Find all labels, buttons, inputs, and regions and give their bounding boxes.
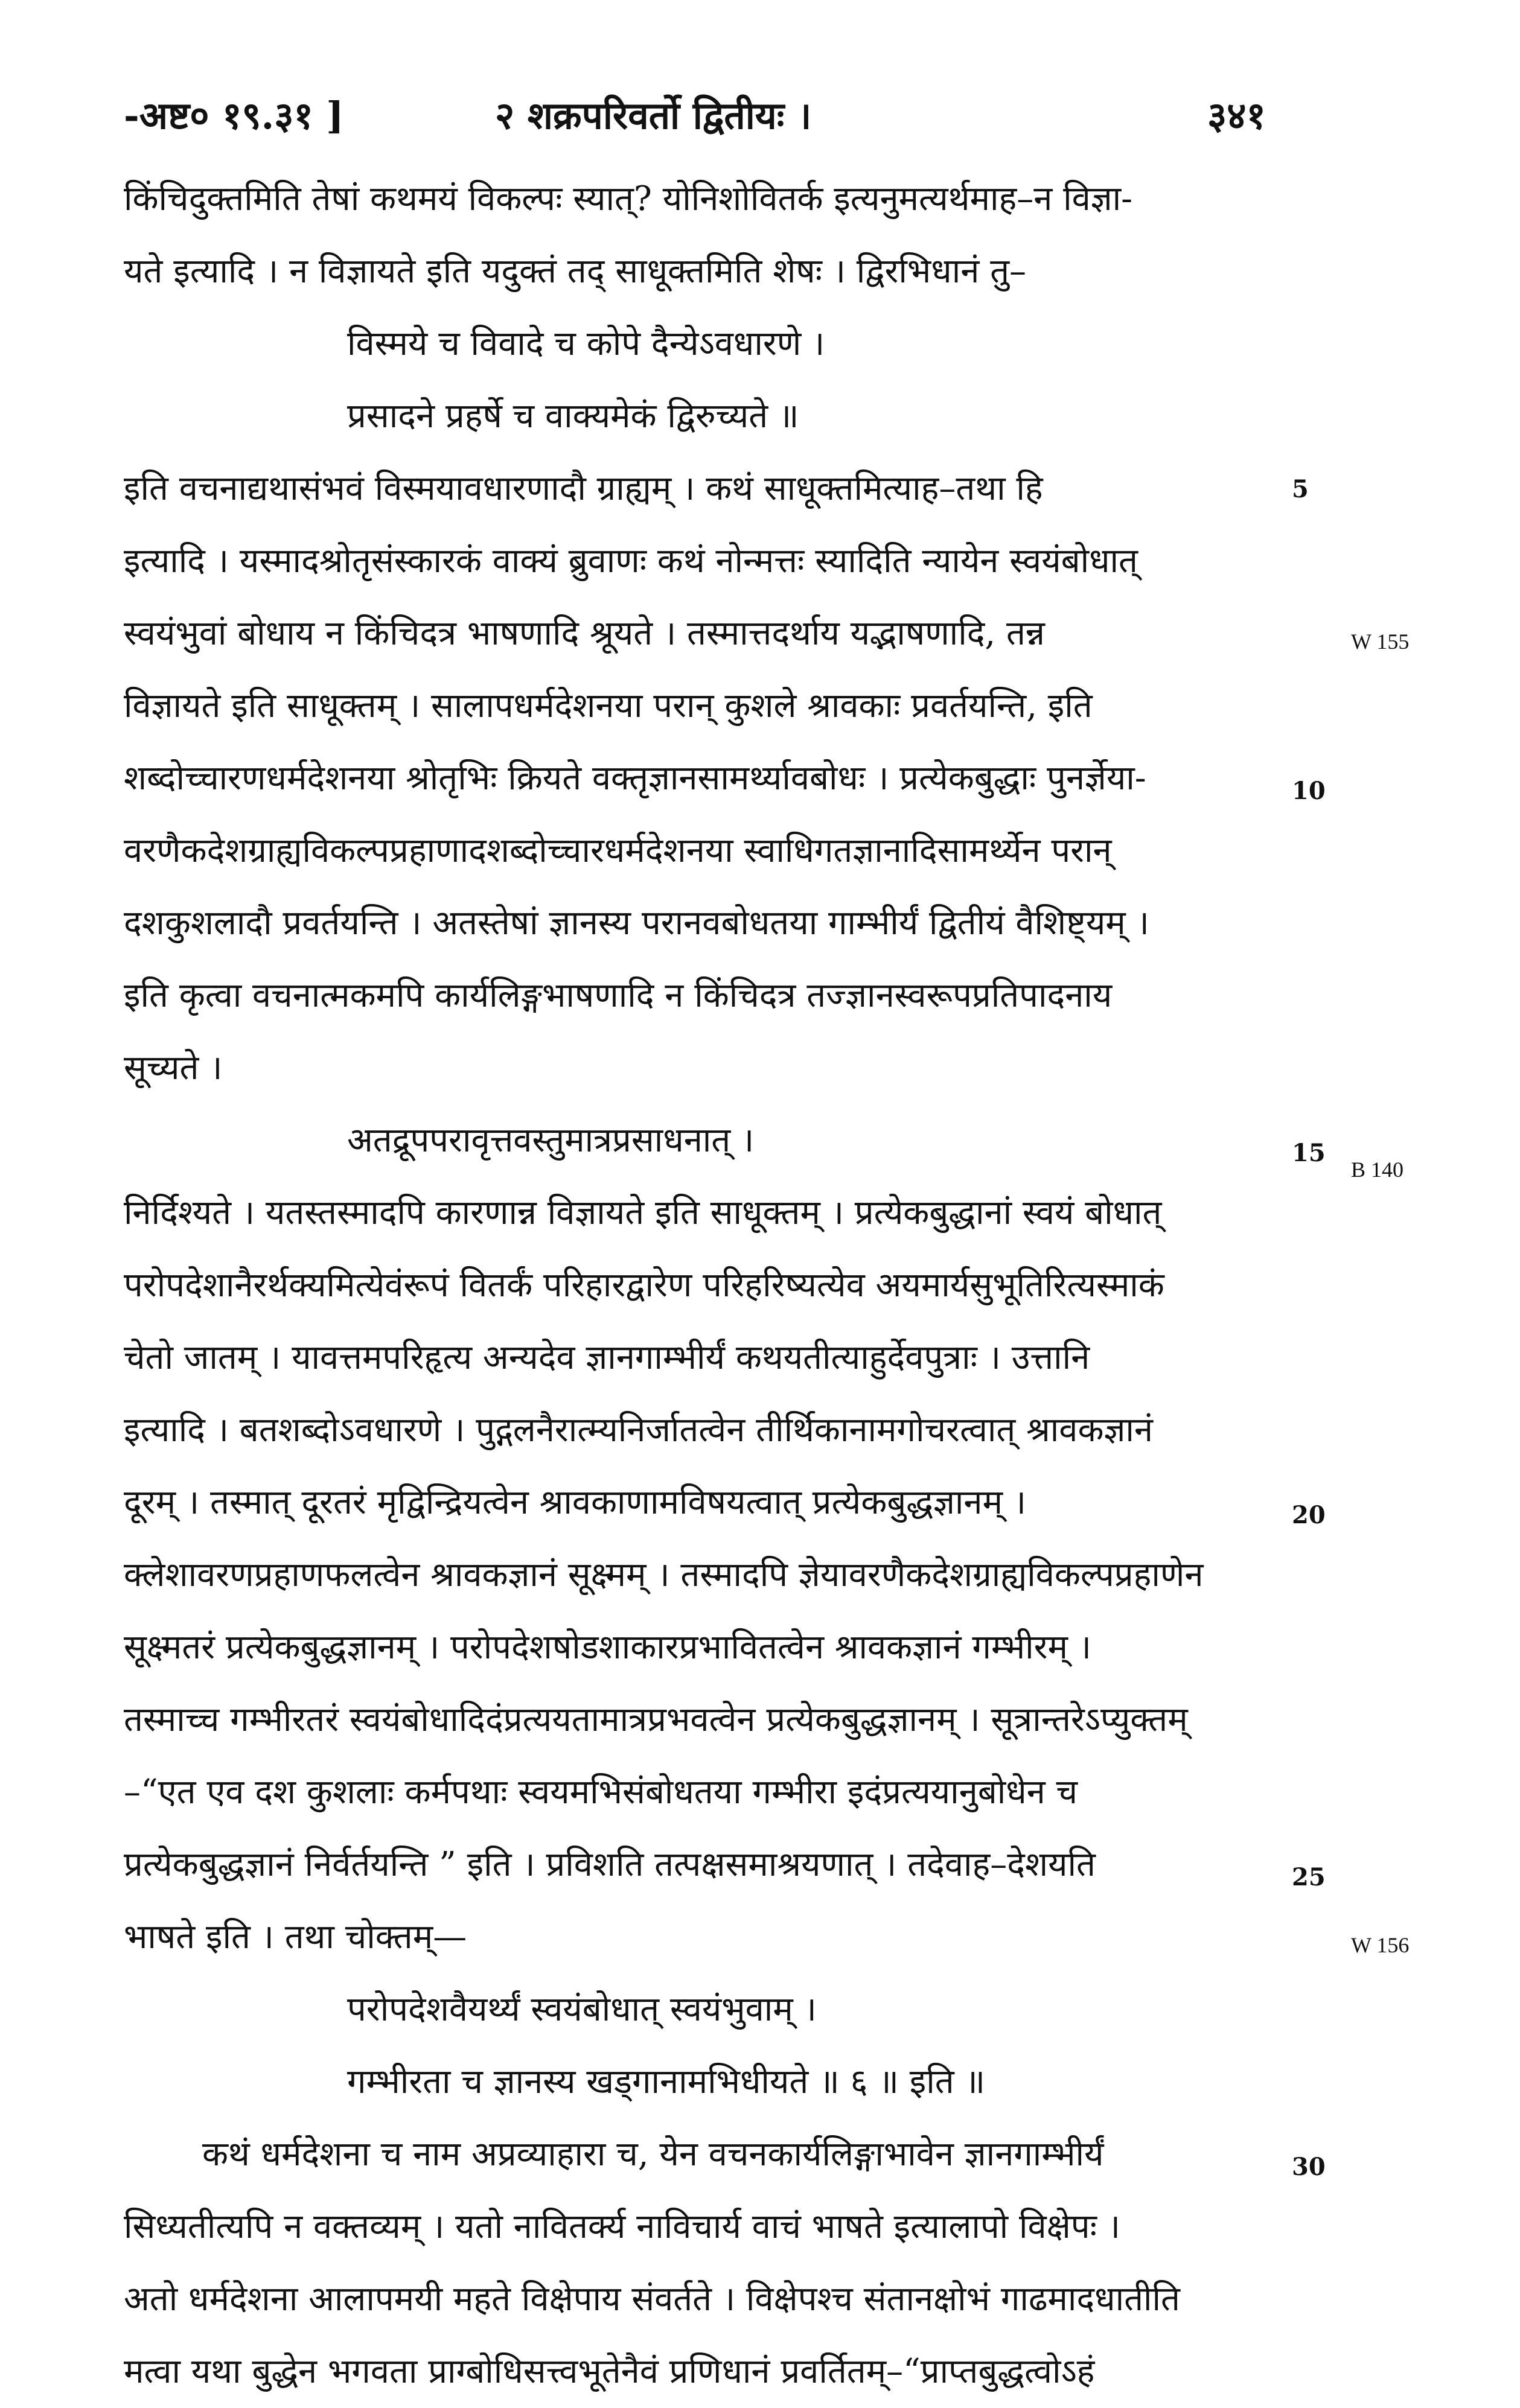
text-line: इत्यादि । बतशब्दोऽवधारणे । पुद्गलनैरात्म्यनिर्जातत्वेन तीर्थिकानामगोचरत्वात् श्रावकज्ञानं xyxy=(124,1410,1153,1450)
text-line: किंचिदुक्तमिति तेषां कथमयं विकल्पः स्यात्? योनिशोवितर्क इत्यनुमत्यर्थमाह–न विज्ञा- xyxy=(124,179,1133,218)
verse-line: प्रसादने प्रहर्षे च वाक्यमेकं द्विरुच्यते ॥ xyxy=(347,397,799,436)
text-line: अतो धर्मदेशना आलापमयी महते विक्षेपाय संवर्तते । विक्षेपश्च संतानक्षोभं गाढमादधातीति xyxy=(124,2279,1180,2319)
text-line: विज्ञायते इति साधूक्तम् । सालापधर्मदेशनया परान् कुशले श्रावकाः प्रवर्तयन्ति, इति xyxy=(124,686,1093,725)
text-line: स्वयंभुवां बोधाय न किंचिदत्र भाषणादि श्रूयते । तस्मात्तदर्थाय यद्भाषणादि, तन्न xyxy=(124,614,1045,653)
text-line: क्लेशावरणप्रहाणफलत्वेन श्रावकज्ञानं सूक्ष्मम् । तस्मादपि ज्ञेयावरणैकदेशग्राह्यविकल्पप्रहाणेन xyxy=(124,1555,1204,1594)
text-line: निर्दिश्यते । यतस्तस्मादपि कारणान्न विज्ञायते इति साधूक्तम् । प्रत्येकबुद्धानां स्वयं बोधात् xyxy=(124,1193,1162,1232)
line-number: 25 xyxy=(1292,1863,1326,1891)
line-number: 10 xyxy=(1292,777,1326,805)
running-header-reference: -अष्ट० १९.३१ ] xyxy=(124,94,344,138)
text-line: इति कृत्वा वचनात्मकमपि कार्यलिङ्गभाषणादि न किंचिदत्र तज्ज्ञानस्वरूपप्रतिपादनाय xyxy=(124,976,1113,1015)
text-line: शब्दोच्चारणधर्मदेशनया श्रोतृभिः क्रियते वक्तृज्ञानसामर्थ्यावबोधः । प्रत्येकबुद्धाः पुनर्ज्ञेया- xyxy=(124,759,1146,798)
commentary-text xyxy=(124,163,1289,2408)
line-number: 15 xyxy=(1292,1139,1326,1167)
verse-line: विस्मये च विवादे च कोपे दैन्येऽवधारणे । xyxy=(347,324,825,363)
text-line: वरणैकदेशग्राह्यविकल्पप्रहाणादशब्दोच्चारधर्मदेशनया स्वाधिगतज्ञानादिसामर्थ्येन परान् xyxy=(124,831,1112,870)
verse-line: अतद्रूपपरावृत्तवस्तुमात्रप्रसाधनात् । xyxy=(347,1121,755,1160)
edition-reference: W 156 xyxy=(1351,1933,1410,1957)
text-line: चेतो जातम् । यावत्तमपरिहृत्य अन्यदेव ज्ञानगाम्भीर्यं कथयतीत्याहुर्देवपुत्राः । उत्तानि xyxy=(124,1338,1090,1377)
line-number: 20 xyxy=(1292,1501,1326,1529)
text-line: सूक्ष्मतरं प्रत्येकबुद्धज्ञानम् । परोपदेशषोडशाकारप्रभावितत्वेन श्रावकज्ञानं गम्भीरम् । xyxy=(124,1628,1092,1667)
line-number: 30 xyxy=(1292,2153,1326,2181)
text-line: भाषते इति । तथा चोक्तम्— xyxy=(124,1917,467,1957)
text-line: इति वचनाद्यथासंभवं विस्मयावधारणादौ ग्राह्यम् । कथं साधूक्तमित्याह–तथा हि xyxy=(124,469,1043,508)
edition-reference: W 155 xyxy=(1351,629,1410,654)
verse-line: गम्भीरता च ज्ञानस्य खड्गानामभिधीयते ॥ ६ ॥ इति ॥ xyxy=(347,2062,985,2101)
text-line: कथं धर्मदेशना च नाम अप्रव्याहारा च, येन वचनकार्यलिङ्गाभावेन ज्ञानगाम्भीर्यं xyxy=(202,2135,1104,2174)
running-header-title: २ शक्रपरिवर्तो द्वितीयः । xyxy=(495,94,812,138)
text-line: सिध्यतीत्यपि न वक्तव्यम् । यतो नावितर्क्य नाविचार्य वाचं भाषते इत्यालापो विक्षेपः । xyxy=(124,2207,1120,2246)
edition-reference: B 140 xyxy=(1351,1158,1404,1182)
text-line: प्रत्येकबुद्धज्ञानं निर्वर्तयन्ति ” इति । प्रविशति तत्पक्षसमाश्रयणात् । तदेवाह–देशयति xyxy=(124,1845,1096,1884)
text-line: इत्यादि । यस्मादश्रोतृसंस्कारकं वाक्यं ब्रुवाणः कथं नोन्मत्तः स्यादिति न्यायेन स्वयंबोधात् xyxy=(124,541,1138,581)
text-line: –“एत एव दश कुशलाः कर्मपथाः स्वयमभिसंबोधतया गम्भीरा इदंप्रत्ययानुबोधेन च xyxy=(124,1773,1078,1812)
page-number: ३४१ xyxy=(1207,94,1266,138)
text-line: परोपदेशानैरर्थक्यमित्येवंरूपं वितर्कं परिहारद्वारेण परिहरिष्यत्येव अयमार्यसुभूतिरित्यस्माकं xyxy=(124,1266,1164,1305)
text-line: यते इत्यादि । न विज्ञायते इति यदुक्तं तद् साधूक्तमिति शेषः । द्विरभिधानं तु– xyxy=(124,252,1027,291)
line-number: 5 xyxy=(1292,475,1309,503)
verse-line: परोपदेशवैयर्थ्यं स्वयंबोधात् स्वयंभुवाम् । xyxy=(347,1990,817,2029)
text-line: मत्वा यथा बुद्धेन भगवता प्राग्बोधिसत्त्वभूतेनैवं प्रणिधानं प्रवर्तितम्–“प्राप्तबुद्धत्वोऽहं xyxy=(124,2352,1095,2391)
text-line: सूच्यते । xyxy=(124,1048,223,1088)
text-line: दूरम् । तस्मात् दूरतरं मृद्विन्द्रियत्वेन श्रावकाणामविषयत्वात् प्रत्येकबुद्धज्ञानम् । xyxy=(124,1483,1026,1522)
text-line: दशकुशलादौ प्रवर्तयन्ति । अतस्तेषां ज्ञानस्य परानवबोधतया गाम्भीर्यं द्वितीयं वैशिष्ट्यम् । xyxy=(124,903,1149,943)
text-line: तस्माच्च गम्भीरतरं स्वयंबोधादिदंप्रत्ययतामात्रप्रभवत्वेन प्रत्येकबुद्धज्ञानम् । सूत्रान्तरेऽप्युक्तम् xyxy=(124,1700,1188,1739)
